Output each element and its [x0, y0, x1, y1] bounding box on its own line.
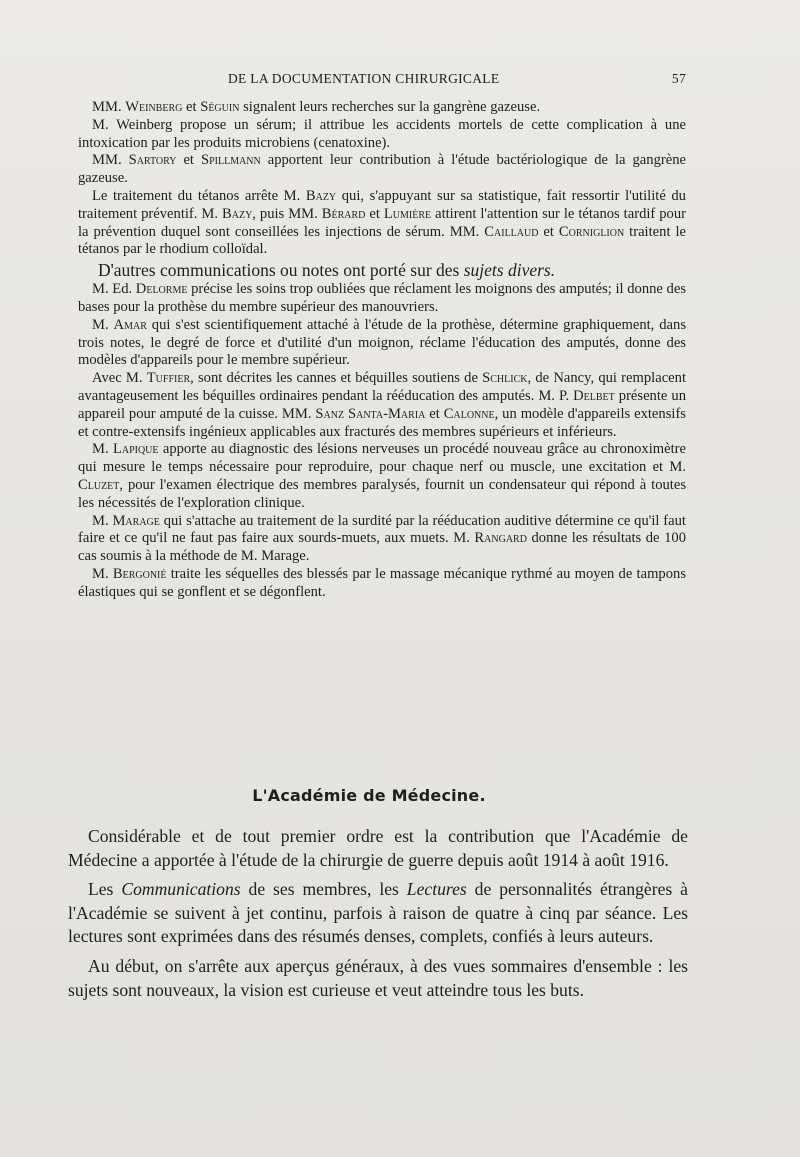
paragraph-text: M. Weinberg propose un sérum; il attribue les accidents mortels de cette complication à une intoxication par les produits microbiens (cenatoxine).: [78, 116, 686, 151]
paragraph: [78, 513, 686, 566]
paragraph-text: et: [182, 99, 201, 115]
paragraph: [78, 99, 686, 117]
paragraph-text: M.: [92, 512, 113, 529]
paragraph-text: M.: [92, 441, 113, 458]
paragraph-text: apporte au diagnostic des lésions nerveuses un procédé nouveau grâce au chronoximètre qui mesure le temps nécessaire pour reproduire, pour chaque nerf ou muscle, une excitation et M.: [78, 441, 686, 476]
paragraph: [68, 825, 688, 872]
author-name: Bazy: [222, 205, 253, 222]
paragraph: [78, 441, 686, 512]
author-name: Delorme: [135, 281, 188, 298]
author-name: Sanz Santa-Maria: [315, 405, 426, 422]
author-name: Schlick: [482, 370, 528, 387]
paragraph-text: et: [425, 405, 444, 422]
italic-text: Communications: [121, 879, 241, 900]
paragraph-text: et: [538, 223, 559, 240]
author-name: Caillaud: [484, 223, 539, 240]
author-name: Spillmann: [200, 152, 261, 169]
paragraph-text: Le traitement du tétanos arrête M.: [92, 187, 306, 204]
paragraph-text: signalent leurs recherches sur la gangrène gazeuse.: [239, 99, 541, 115]
author-name: Cluzet: [78, 476, 120, 493]
author-name: Bérard: [321, 205, 366, 222]
paragraph-text: , de Nancy, qui remplacent avantageusement les béquilles ordinaires pendant la rééducation des amputés. M. P.: [78, 370, 687, 404]
author-name: Tuffier: [146, 370, 191, 387]
italic-text: Lectures: [406, 879, 467, 900]
paragraph-text: attirent l'attention sur le tétanos tardif pour la prévention duquel sont conseillées les injections de sérum. MM.: [78, 205, 686, 240]
author-name: Weinberg: [125, 99, 183, 115]
paragraph-text: Considérable et de tout premier ordre est la contribution que l'Académie de Médecine a apportée à l'étude de la chirurgie de guerre depuis août 1914 à août 1916.: [68, 826, 688, 870]
paragraph-group-surgery: [78, 99, 686, 259]
paragraph-text: MM.: [92, 152, 129, 169]
paragraph: [78, 152, 686, 188]
paragraph: [78, 188, 686, 259]
body-text-small: [78, 99, 686, 602]
author-name: Bergonié: [112, 565, 167, 582]
paragraph: [78, 566, 686, 602]
author-name: Amar: [113, 316, 147, 333]
paragraph-text: qui s'attache au traitement de la surdité par la rééducation auditive détermine ce qu'il faut faire et ce qu'il ne faut pas faire aux sourds-muets, aux muets. M.: [78, 512, 686, 547]
paragraph-text: qui s'est scientifiquement attaché à l'étude de la prothèse, détermine graphiquement, dans trois notes, le degré de force et d'utilité d'un moignon, réclame l'éducation des amputés, donne des modèles d'appareils pour le membre supérieur.: [78, 316, 686, 369]
paragraph: [68, 955, 688, 1002]
paragraph-text: apportent leur contribution à l'étude bactériologique de la gangrène gazeuse.: [78, 152, 686, 187]
paragraph: [78, 370, 686, 441]
paragraph-text: présente un appareil pour amputé de la cuisse. MM.: [78, 387, 686, 422]
body-text-large: [68, 825, 688, 1008]
paragraph-text: et: [365, 205, 384, 222]
paragraph: [68, 878, 688, 949]
paragraph-text: M. Ed.: [92, 281, 136, 298]
paragraph: [78, 317, 686, 370]
paragraph-text: de ses membres, les: [240, 879, 407, 900]
paragraph-group-divers: [78, 281, 686, 601]
paragraph-text: de personnalités étrangères à l'Académie se suivent à jet continu, parfois à raison de quatre à cinq par séance. Les lectures sont exprimées dans des résumés denses, complets, confiés à leurs auteurs.: [68, 879, 688, 947]
divers-text: D'autres communications ou notes ont porté sur des: [98, 260, 464, 281]
paragraph-text: Les: [88, 879, 122, 900]
paragraph-text: donne les résultats de 100 cas soumis à la méthode de M. Marage.: [78, 530, 686, 565]
page-number: 57: [671, 71, 686, 86]
paragraph-text: , puis MM.: [252, 205, 322, 222]
paragraph-text: M.: [92, 565, 113, 582]
author-name: Sartory: [128, 152, 177, 169]
paragraph: [78, 281, 686, 317]
paragraph-text: , sont décrites les cannes et béquilles soutiens de: [190, 370, 483, 387]
section-title: L'Académie de Médecine.: [252, 786, 486, 805]
divers-heading: [78, 259, 686, 281]
paragraph-text: traite les séquelles des blessés par le massage mécanique rythmé au moyen de tampons élastiques qui se gonflent et se dégonflent.: [78, 565, 686, 600]
paragraph-text: précise les soins trop oubliées que réclament les moignons des amputés; il donne des bases pour la prothèse du membre supérieur des manouvriers.: [78, 281, 687, 315]
paragraph-text: qui, s'appuyant sur sa statistique, fait ressortir l'utilité du traitement préventif. M.: [78, 187, 686, 222]
paragraph: [78, 117, 686, 153]
author-name: Corniglion: [558, 223, 625, 240]
paragraph-text: , un modèle d'appareils extensifs et contre-extensifs ingénieux applicables aux fracturés des membres supérieurs et inférieurs.: [78, 405, 686, 440]
running-title: DE LA DOCUMENTATION CHIRURGICALE: [228, 71, 500, 86]
paragraph-text: MM.: [92, 99, 126, 115]
divers-italic: sujets divers.: [463, 260, 556, 281]
author-name: Lumière: [383, 205, 432, 222]
paragraph-text: , pour l'examen électrique des membres paralysés, fournit un condensateur qui répond à toutes les nécessités de l'exploration clinique.: [78, 476, 686, 511]
paragraph-text: Avec M.: [92, 370, 147, 387]
author-name: Lapique: [112, 441, 159, 458]
paragraph-text: et: [176, 152, 201, 169]
paragraph-text: Au début, on s'arrête aux aperçus généraux, à des vues sommaires d'ensemble : les sujets sont nouveaux, la vision est curieuse et veut atteindre tous les buts.: [68, 955, 688, 1000]
author-name: Calonne: [443, 405, 495, 422]
paragraph-text: traitent le tétanos par le rhodium colloïdal.: [78, 223, 686, 258]
paragraph-text: M.: [92, 316, 114, 333]
author-name: Bazy: [305, 187, 337, 204]
author-name: Marage: [112, 512, 160, 529]
author-name: Séguin: [200, 99, 240, 115]
author-name: Rangard: [474, 530, 527, 547]
author-name: Delbet: [573, 387, 615, 404]
